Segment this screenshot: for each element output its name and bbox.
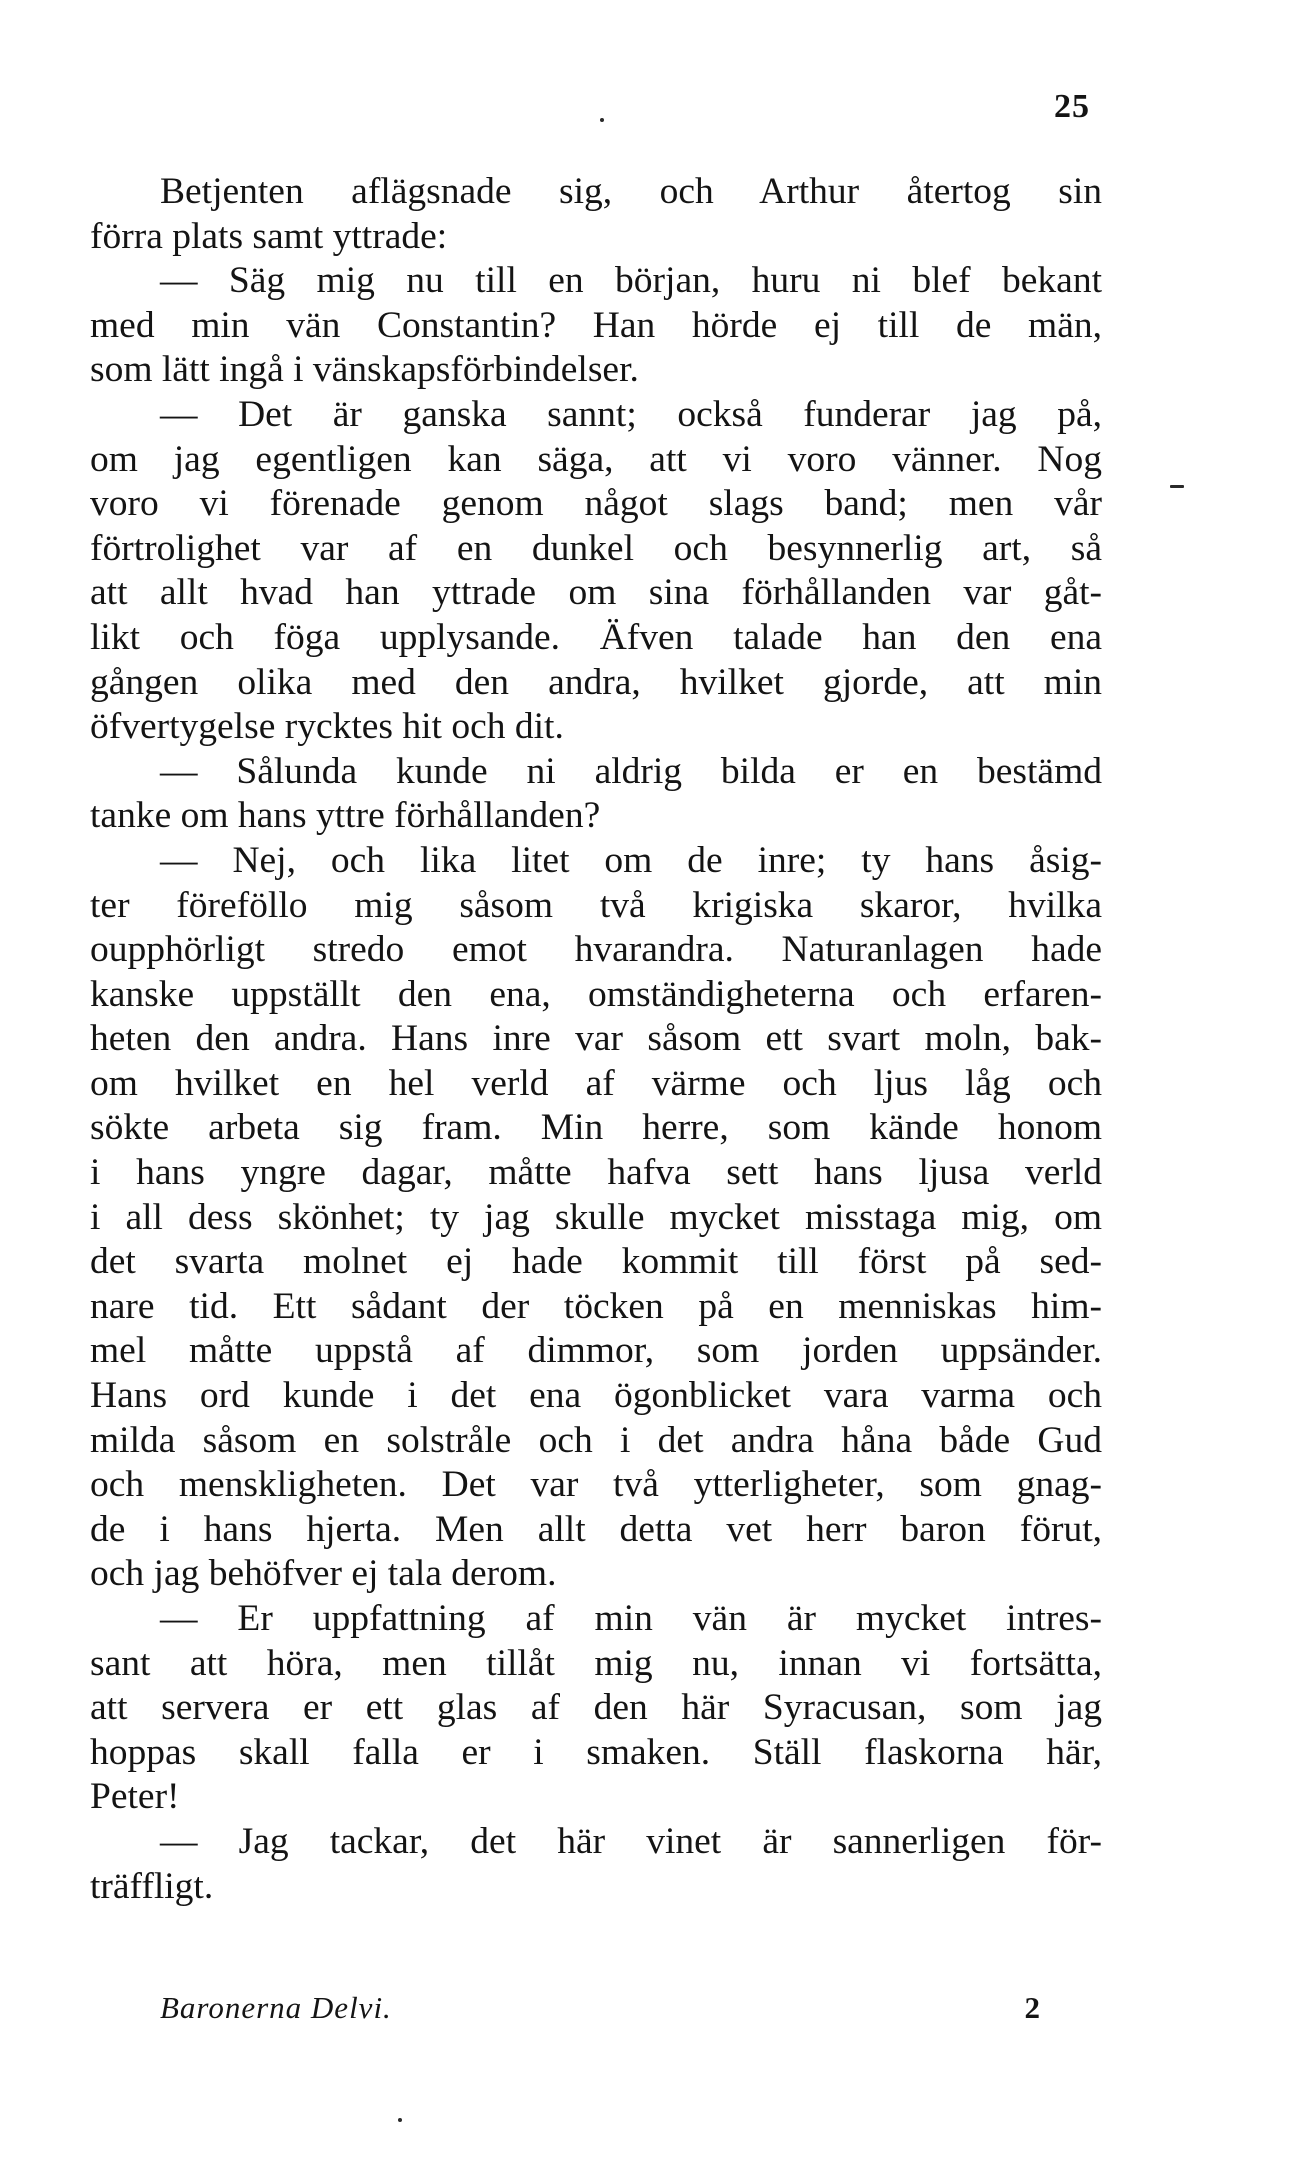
text-line: förtrolighet var af en dunkel och besynnerlig art, så: [90, 527, 1102, 569]
text-line: — Sålunda kunde ni aldrig bilda er en bestämd: [160, 750, 1102, 792]
page-footer: [160, 1990, 1040, 2034]
text-line: — Jag tackar, det här vinet är sannerligen för-: [160, 1820, 1102, 1862]
text-line: ter föreföllo mig såsom två krigiska skaror, hvilka: [90, 884, 1102, 926]
text-line: sökte arbeta sig fram. Min herre, som kände honom: [90, 1107, 1102, 1149]
text-line: om hvilket en hel verld af värme och ljus låg och: [90, 1062, 1102, 1104]
body-text: [90, 170, 1102, 1909]
sheet-number: 2: [1024, 1990, 1040, 2025]
text-line: — Nej, och lika litet om de inre; ty hans åsig-: [160, 839, 1102, 881]
text-line: Hans ord kunde i det ena ögonblicket vara varma och: [90, 1375, 1102, 1417]
paper-speck: [600, 118, 604, 122]
text-line: tanke om hans yttre förhållanden?: [90, 795, 601, 837]
signature-mark: Baronerna Delvi.: [160, 1990, 392, 2025]
text-line: som lätt ingå i vänskapsförbindelser.: [90, 349, 639, 391]
text-line: — Er uppfattning af min vän är mycket intres-: [160, 1598, 1102, 1639]
text-line: kanske uppställt den ena, omständigheterna och erfaren-: [90, 973, 1102, 1015]
text-line: nare tid. Ett sådant der töcken på en menniskas him-: [90, 1285, 1102, 1327]
text-line: milda såsom en solstråle och i det andra håna både Gud: [90, 1419, 1102, 1461]
text-line: — Säg mig nu till en början, huru ni blef bekant: [160, 260, 1102, 302]
text-line: och menskligheten. Det var två ytterligheter, som gnag-: [90, 1464, 1102, 1506]
text-line: i all dess skönhet; ty jag skulle mycket misstaga mig, om: [90, 1196, 1102, 1238]
page-number: 25: [1054, 88, 1090, 125]
text-line: att allt hvad han yttrade om sina förhållanden var gåt-: [90, 572, 1102, 614]
text-line: Peter!: [90, 1776, 180, 1818]
text-line: öfvertygelse rycktes hit och dit.: [90, 706, 564, 748]
text-line: Betjenten aflägsnade sig, och Arthur återtog sin: [160, 171, 1102, 212]
text-line: träffligt.: [90, 1865, 214, 1907]
text-line: och jag behöfver ej tala derom.: [90, 1553, 557, 1595]
text-line: mel måtte uppstå af dimmor, som jorden uppsänder.: [90, 1330, 1102, 1372]
text-line: gången olika med den andra, hvilket gjorde, att min: [90, 661, 1102, 703]
text-line: sant att höra, men tillåt mig nu, innan vi fortsätta,: [90, 1642, 1102, 1684]
text-line: förra plats samt yttrade:: [90, 215, 448, 257]
text-line: hoppas skall falla er i smaken. Ställ flaskorna här,: [90, 1731, 1102, 1773]
text-line: — Det är ganska sannt; också funderar jag på,: [160, 393, 1102, 435]
text-line: heten den andra. Hans inre var såsom ett svart moln, bak-: [90, 1018, 1102, 1060]
text-line: med min vän Constantin? Han hörde ej till de män,: [90, 304, 1102, 346]
text-line: om jag egentligen kan säga, att vi voro vänner. Nog: [90, 438, 1102, 480]
text-line: voro vi förenade genom något slags band; men vår: [90, 483, 1102, 525]
paper-speck: [1170, 485, 1184, 488]
text-line: det svarta molnet ej hade kommit till först på sed-: [90, 1241, 1102, 1283]
text-line: likt och föga upplysande. Äfven talade han den ena: [90, 616, 1102, 658]
paper-speck: [398, 2118, 402, 2122]
text-line: de i hans hjerta. Men allt detta vet herr baron förut,: [90, 1508, 1102, 1550]
text-line: oupphörligt stredo emot hvarandra. Naturanlagen hade: [90, 929, 1102, 971]
text-line: att servera er ett glas af den här Syracusan, som jag: [90, 1687, 1102, 1729]
text-line: i hans yngre dagar, måtte hafva sett hans ljusa verld: [90, 1152, 1102, 1194]
